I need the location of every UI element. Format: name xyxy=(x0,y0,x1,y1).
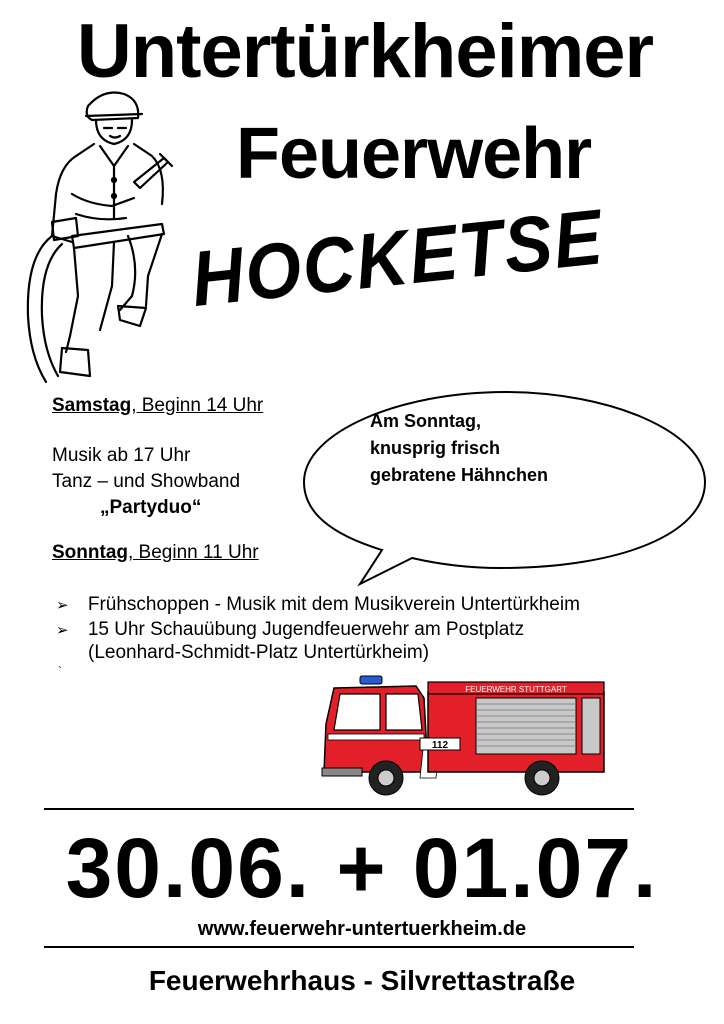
saturday-start: , Beginn 14 Uhr xyxy=(131,395,264,416)
bubble-line: knusprig frisch xyxy=(370,438,501,458)
stray-mark: ` xyxy=(58,664,62,678)
saturday-music: Musik ab 17 Uhr xyxy=(52,445,191,466)
truck-label: FEUERWEHR STUTTGART xyxy=(465,685,567,694)
arrow-bullet-icon: ➢ xyxy=(56,597,69,614)
saturday-band: Tanz – und Showband xyxy=(52,471,241,492)
event-location: Feuerwehrhaus - Silvrettastraße xyxy=(148,965,576,996)
website-url: www.feuerwehr-untertuerkheim.de xyxy=(197,918,527,940)
bubble-text xyxy=(370,408,670,489)
event-dates: 30.06. + 01.07. xyxy=(65,821,659,915)
sunday-item-text: 15 Uhr Schauübung Jugendfeuerwehr am Postplatz xyxy=(87,619,525,640)
sunday-item xyxy=(56,594,580,616)
bubble-line: Am Sonntag, xyxy=(370,411,481,431)
saturday-heading xyxy=(52,394,263,418)
fire-truck-illustration xyxy=(320,668,612,798)
sunday-start: , Beginn 11 Uhr xyxy=(128,542,259,563)
sunday-item-text: Frühschoppen - Musik mit dem Musikverein Untertürkheim xyxy=(87,594,580,615)
saturday-band-name: „Partyduo“ xyxy=(100,497,202,518)
bubble-line: gebratene Hähnchen xyxy=(370,465,549,485)
arrow-bullet-icon: ➢ xyxy=(56,622,69,639)
divider-bottom xyxy=(44,946,634,948)
saturday-day: Samstag xyxy=(52,395,132,416)
sunday-item xyxy=(56,619,524,641)
title-line2: Feuerwehr xyxy=(236,114,592,194)
divider-top xyxy=(44,808,634,810)
sunday-heading xyxy=(52,541,259,565)
sunday-location-note: (Leonhard-Schmidt-Platz Untertürkheim) xyxy=(88,642,430,663)
title-line1: Untertürkheimer xyxy=(76,9,654,94)
truck-number: 112 xyxy=(431,740,449,751)
event-title: HOCKETSE xyxy=(187,192,608,323)
sunday-day: Sonntag xyxy=(52,542,128,563)
firefighter-illustration xyxy=(16,86,216,386)
